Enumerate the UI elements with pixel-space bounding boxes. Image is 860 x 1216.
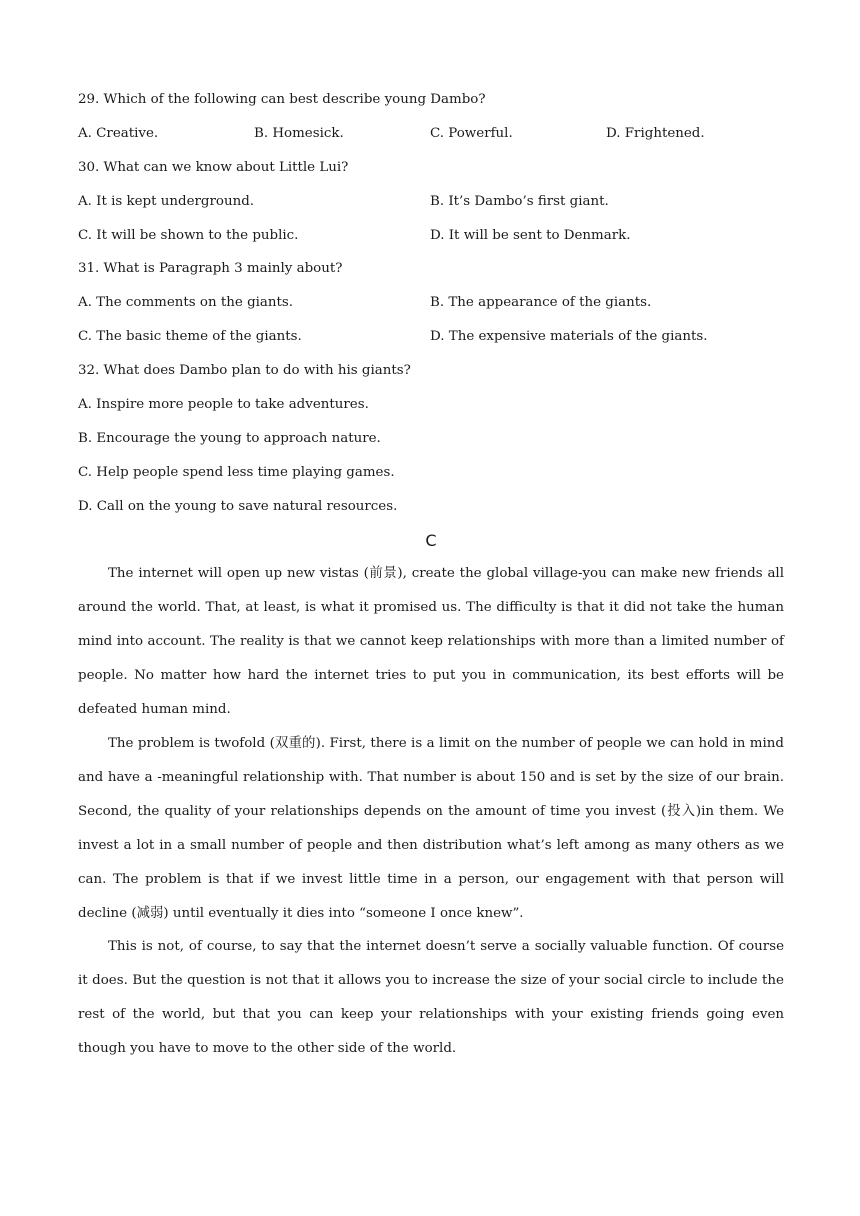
question-32-option-d: D. Call on the young to save natural resources. xyxy=(78,498,398,514)
question-32-stem: 32. What does Dambo plan to do with his giants? xyxy=(78,363,411,379)
question-31-option-a: A. The comments on the giants. xyxy=(78,295,294,311)
question-30-option-c: C. It will be shown to the public. xyxy=(78,227,299,243)
question-29-stem: 29. Which of the following can best describe young Dambo? xyxy=(78,92,486,107)
question-30-stem: 30. What can we know about Little Lui? xyxy=(78,159,349,175)
question-29-option-d: D. Frightened. xyxy=(606,125,705,141)
question-29-option-b: B. Homesick. xyxy=(254,125,344,141)
question-31-option-b: B. The appearance of the giants. xyxy=(430,295,652,311)
question-30-option-a: A. It is kept underground. xyxy=(78,193,255,209)
question-29-options xyxy=(78,117,784,151)
question-31-option-d: D. The expensive materials of the giants. xyxy=(430,329,708,345)
question-29-option-a: A. Creative. xyxy=(78,125,159,141)
question-31-options-row-1 xyxy=(78,286,784,320)
question-31-option-c: C. The basic theme of the giants. xyxy=(78,329,302,345)
section-heading: C xyxy=(425,530,437,550)
question-29-option-c: C. Powerful. xyxy=(430,125,513,141)
question-32-option-b: B. Encourage the young to approach nature. xyxy=(78,430,381,446)
question-30-option-b: B. It’s Dambo’s first giant. xyxy=(430,193,609,209)
question-30-options-row-2 xyxy=(78,219,784,253)
passage-paragraph-3: This is not, of course, to say that the internet doesn’t serve a socially valuable function. Of course it does. But the question is not that it allows you to increase the size of your social circle to include the rest of the world, but that you can keep your relationships with your existing friends going even though you have to move to the other side of the world. xyxy=(78,939,784,1057)
question-32-option-a: A. Inspire more people to take adventures. xyxy=(78,397,369,413)
question-30-option-d: D. It will be sent to Denmark. xyxy=(430,227,631,243)
question-30-options-row-1 xyxy=(78,185,784,219)
question-31-stem: 31. What is Paragraph 3 mainly about? xyxy=(78,261,343,277)
document-page xyxy=(78,83,784,1066)
question-32-option-c: C. Help people spend less time playing games. xyxy=(78,464,395,480)
passage-paragraph-2: The problem is twofold (双重的). First, there is a limit on the number of people we can hold in mind and have a -meaningful relationship with. That number is about 150 and is set by the size of our brain. Second, the quality of your relationships depends on the amount of time you invest (投入)in them. We invest a lot in a small number of people and then distribution what’s left among as many others as we can. The problem is that if we invest little time in a person, our engagement with that person will decline (减弱) until eventually it dies into “someone I once knew”. xyxy=(78,736,784,921)
passage-paragraph-1: The internet will open up new vistas (前景), create the global village-you can make new friends all around the world. That, at least, is what it promised us. The difficulty is that it did not take the human mind into account. The reality is that we cannot keep relationships with more than a limited number of people. No matter how hard the internet tries to put you in communication, its best efforts will be defeated human mind. xyxy=(78,566,784,718)
question-31-options-row-2 xyxy=(78,320,784,354)
